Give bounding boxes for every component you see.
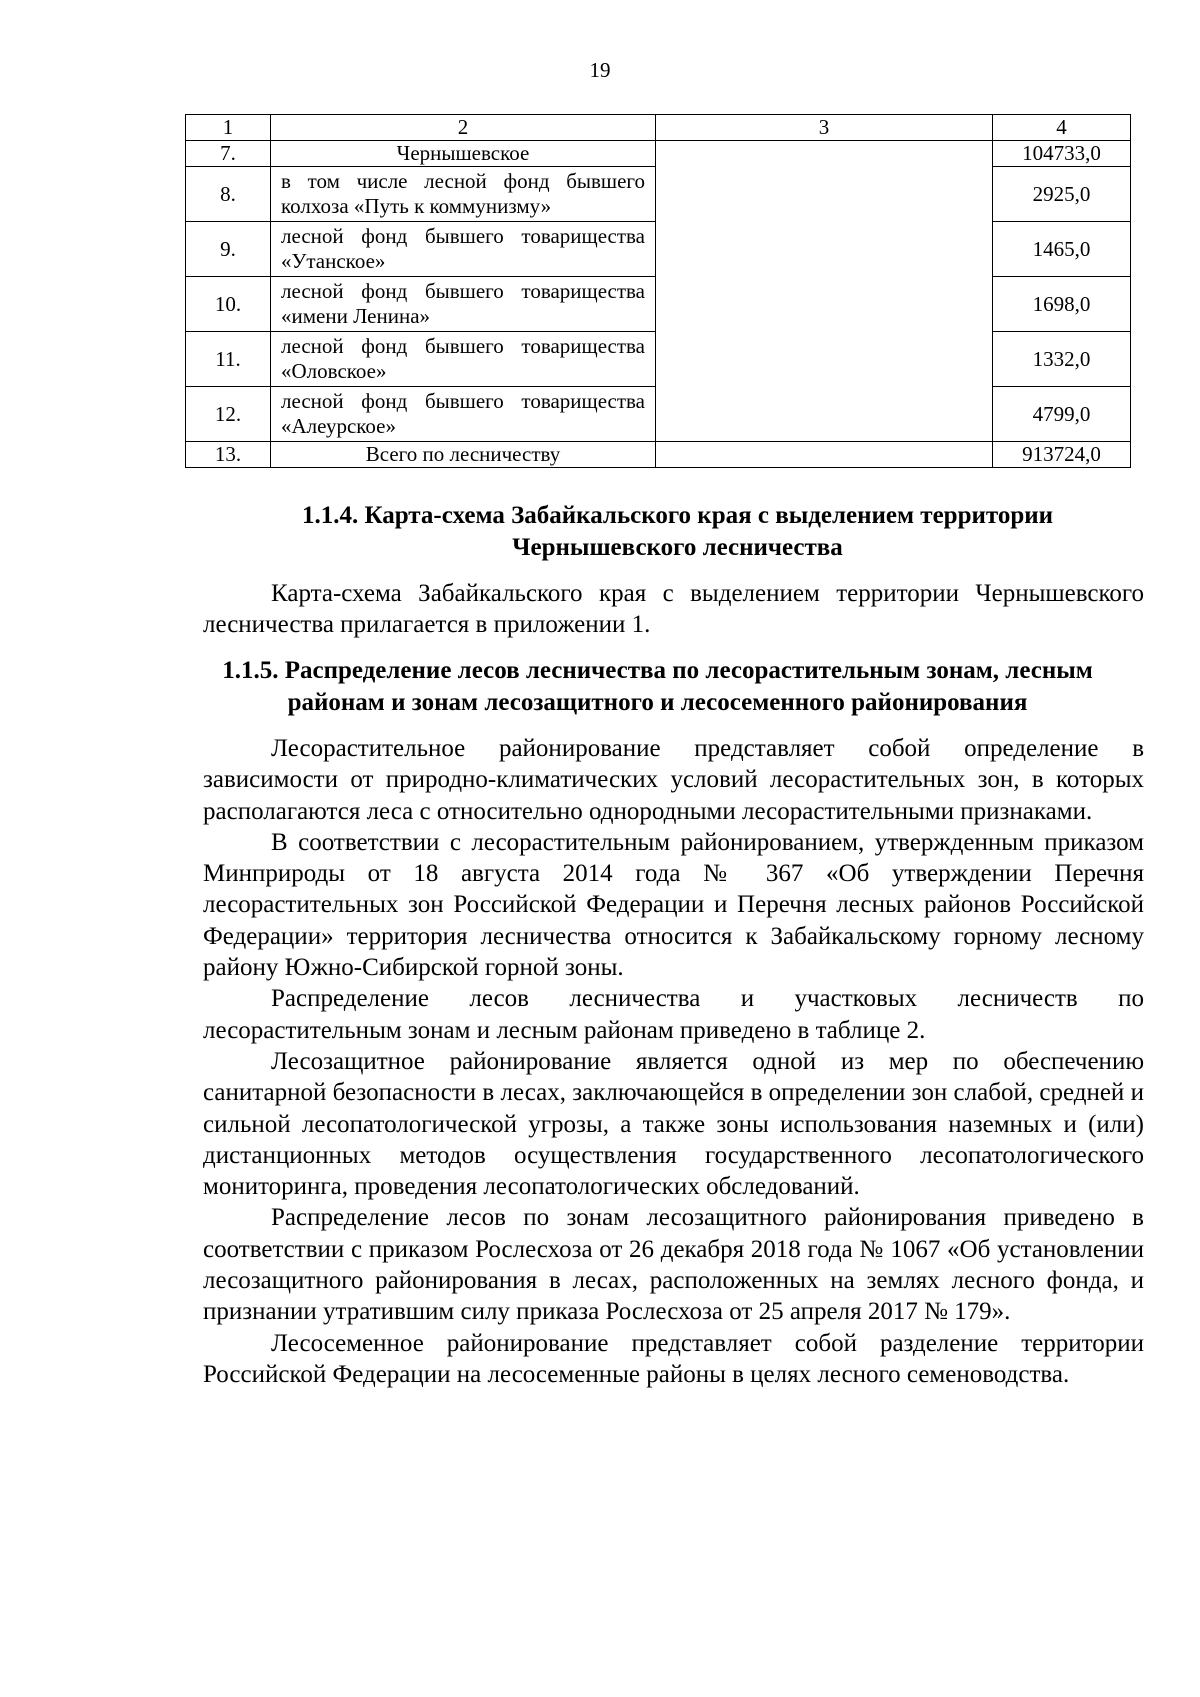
row-area: 4799,0 [993,387,1131,442]
row-number: 7. [186,141,271,167]
paragraph: Лесосеменное районирование представляет собой разделение территории Российской Федерации на лесосеменные районы в целях лесного семеноводства. [203,1329,1144,1388]
paragraph: Лесозащитное районирование является одной из мер по обеспечению санитарной безопасности в лесах, заключающейся в определении зон слабой, средней и сильной лесопатологической угрозы, а также зоны использования наземных и (или) дистанционных методов осуществления государственного лесопатологического мониторинга, проведения лесопатологических обследований. [203,1047,1144,1201]
table-header-row [186,115,1131,141]
paragraph: Карта-схема Забайкальского края с выделением территории Чернышевского лесничества прилагается в приложении 1. [203,580,1144,639]
section-heading-1-1-5: 1.1.5. Распределение лесов лесничества по лесорастительным зонам, лесным районам и зонам лесозащитного и лесосеменного районирования [222,657,1093,716]
table-header-cell: 2 [271,115,656,141]
row-area: 1465,0 [993,222,1131,277]
table-header-cell: 1 [186,115,271,141]
row-number: 11. [186,332,271,387]
table-header-cell: 3 [656,115,993,141]
row-area: 913724,0 [993,442,1131,468]
paragraph: В соответствии с лесорастительным районированием, утвержденным приказом Минприроды от 18 августа 2014 года № 367 «Об утверждении Перечня лесорастительных зон Российской Федерации и Перечня лесных районов Российской Федерации» территория лесничества относится к Забайкальскому горному лесному району Южно-Сибирской горной зоны. [203,828,1144,982]
merged-empty-cell [656,141,993,442]
row-number: 13. [186,442,271,468]
paragraph: Распределение лесов по зонам лесозащитного районирования приведено в соответствии с приказом Рослесхоза от 26 декабря 2018 года № 1067 «Об установлении лесозащитного районирования в лесах, расположенных на землях лесного фонда, и признании утратившим силу приказа Рослесхоза от 25 апреля 2017 № 179». [203,1204,1144,1326]
row-number: 12. [186,387,271,442]
row-number: 9. [186,222,271,277]
table-header-cell: 4 [993,115,1131,141]
row-name: лесной фонд бывшего товарищества «Оловское» [271,332,656,387]
paragraph: Распределение лесов лесничества и участковых лесничеств по лесорастительным зонам и лесным районам приведено в таблице 2. [203,985,1144,1044]
row-name: лесной фонд бывшего товарищества «Алеурское» [271,387,656,442]
forestry-table [185,114,1131,468]
paragraph: Лесорастительное районирование представляет собой определение в зависимости от природно-климатических условий лесорастительных зон, в которых располагаются леса с относительно однородными лесорастительными признаками. [203,735,1144,825]
page-number: 19 [589,58,611,82]
row-name: в том числе лесной фонд бывшего колхоза «Путь к коммунизму» [271,167,656,222]
section-heading-1-1-4: 1.1.4. Карта-схема Забайкальского края с выделением территории Чернышевского лесничества [301,502,1054,561]
row-area: 104733,0 [993,141,1131,167]
row-number: 8. [186,167,271,222]
row-area: 1332,0 [993,332,1131,387]
row-area: 2925,0 [993,167,1131,222]
table-row [186,442,1131,468]
row-name: лесной фонд бывшего товарищества «имени Ленина» [271,277,656,332]
table-row [186,141,1131,167]
row-number: 10. [186,277,271,332]
row-name: Чернышевское [271,141,656,167]
row-name: лесной фонд бывшего товарищества «Утанское» [271,222,656,277]
row-area: 1698,0 [993,277,1131,332]
empty-cell [656,442,993,468]
section-body-1-1-4 [203,578,1144,641]
row-name: Всего по лесничеству [271,442,656,468]
section-body-1-1-5 [203,733,1144,1390]
